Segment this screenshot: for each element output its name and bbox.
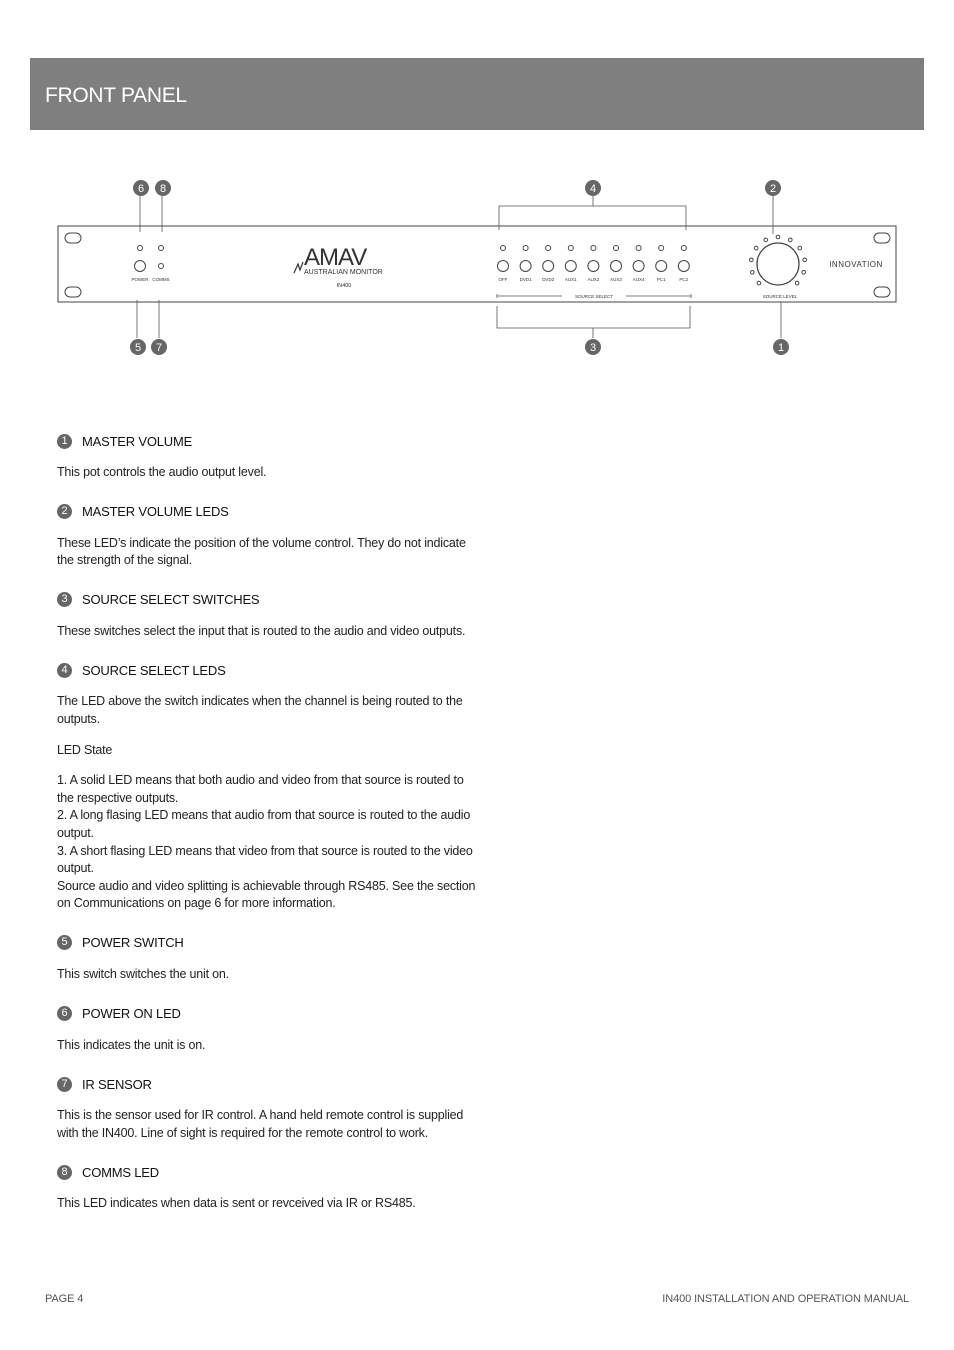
- master-volume-knob: [757, 243, 799, 285]
- page-number: PAGE 4: [45, 1293, 84, 1305]
- section-source-select-leds: [57, 661, 477, 913]
- callout-1: [773, 339, 789, 355]
- innovation-label: INNOVATION: [829, 260, 883, 269]
- number-badge: 2: [57, 504, 72, 519]
- callout-7: [151, 339, 167, 355]
- section-title: SOURCE SELECT LEDS: [82, 662, 226, 678]
- svg-text:3: 3: [589, 342, 597, 354]
- callout-8: [155, 180, 171, 196]
- section-comms-led: [57, 1163, 477, 1213]
- source-label-dvd1: DVD1: [519, 277, 532, 282]
- led-state-list: [57, 772, 477, 913]
- section-ir-sensor: [57, 1075, 477, 1142]
- section-title: SOURCE SELECT SWITCHES: [82, 592, 260, 608]
- source-label-aux4: AUX4: [632, 277, 645, 282]
- list-item: Source audio and video splitting is achievable through RS485. See the section on Communications on page 6 for more information.: [57, 878, 476, 911]
- section-body: These switches select the input that is routed to the audio and video outputs.: [57, 623, 466, 638]
- svg-text:8: 8: [159, 183, 167, 195]
- source-label-pc1: PC1: [656, 277, 666, 282]
- source-label-off: OFF: [498, 277, 508, 282]
- section-title: IR SENSOR: [82, 1076, 152, 1092]
- front-panel-diagram: [0, 170, 954, 370]
- source-level-label: SOURCE LEVEL: [762, 294, 798, 299]
- list-item: 2. A long flasing LED means that audio from that source is routed to the audio output.: [57, 808, 471, 840]
- svg-text:2: 2: [769, 183, 777, 195]
- number-badge: 5: [57, 935, 72, 950]
- section-master-volume-leds: [57, 503, 477, 570]
- led-state-heading: LED State: [57, 742, 113, 757]
- section-body: This is the sensor used for IR control. A hand held remote control is supplied with the IN400. Line of sight is required for the remote control to work.: [57, 1108, 464, 1140]
- source-label-aux1: AUX1: [564, 277, 577, 282]
- source-select-label: SOURCE SELECT: [574, 294, 614, 299]
- brand-name: AMAV: [304, 244, 367, 271]
- callout-4: [585, 180, 601, 196]
- number-badge: 3: [57, 592, 72, 607]
- list-item: 3. A short flasing LED means that video from that source is routed to the video output.: [57, 843, 473, 876]
- descriptions: [57, 432, 477, 1234]
- section-source-select-switches: [57, 591, 477, 641]
- svg-text:5: 5: [134, 342, 142, 354]
- number-badge: 4: [57, 663, 72, 678]
- source-label-aux2: AUX2: [587, 277, 600, 282]
- callout-5: [130, 339, 146, 355]
- section-body: This switch switches the unit on.: [57, 966, 229, 981]
- section-body: This pot controls the audio output level.: [57, 465, 267, 479]
- number-badge: 6: [57, 1006, 72, 1021]
- svg-text:7: 7: [155, 342, 163, 354]
- number-badge: 8: [57, 1165, 72, 1180]
- source-label-pc2: PC2: [679, 277, 689, 282]
- callout-2: [765, 180, 781, 196]
- section-title: COMMS LED: [82, 1164, 159, 1180]
- section-body: The LED above the switch indicates when the channel is being routed to the outputs.: [57, 694, 463, 726]
- comms-label: COMMS: [152, 277, 170, 282]
- section-power-on-led: [57, 1005, 477, 1055]
- callout-6: [133, 180, 149, 196]
- source-label-dvd2: DVD2: [542, 277, 555, 282]
- model-label: IN400: [336, 283, 352, 289]
- number-badge: 1: [57, 434, 72, 449]
- section-title: MASTER VOLUME: [82, 433, 193, 449]
- brand-subtitle: AUSTRALIAN MONITOR: [304, 269, 383, 276]
- svg-text:4: 4: [589, 183, 597, 195]
- section-power-switch: [57, 934, 477, 984]
- svg-text:6: 6: [137, 183, 145, 195]
- section-title: POWER SWITCH: [82, 935, 184, 951]
- page-title: FRONT PANEL: [45, 84, 187, 107]
- section-body: These LED’s indicate the position of the volume control. They do not indicate the strength of the signal.: [57, 535, 466, 568]
- list-item: 1. A solid LED means that both audio and video from that source is routed to the respective outputs.: [57, 773, 464, 805]
- source-label-aux3: AUX3: [610, 277, 622, 282]
- manual-title: IN400 INSTALLATION AND OPERATION MANUAL: [662, 1293, 909, 1305]
- number-badge: 7: [57, 1077, 72, 1092]
- section-title: MASTER VOLUME LEDS: [82, 504, 229, 520]
- svg-text:1: 1: [777, 342, 785, 354]
- section-body: This indicates the unit is on.: [57, 1037, 206, 1052]
- section-master-volume: [57, 432, 477, 482]
- section-body: This LED indicates when data is sent or revceived via IR or RS485.: [57, 1196, 416, 1211]
- power-label: POWER: [131, 277, 149, 282]
- header-bar: [30, 58, 924, 130]
- callout-3: [585, 339, 601, 355]
- section-title: POWER ON LED: [82, 1006, 181, 1021]
